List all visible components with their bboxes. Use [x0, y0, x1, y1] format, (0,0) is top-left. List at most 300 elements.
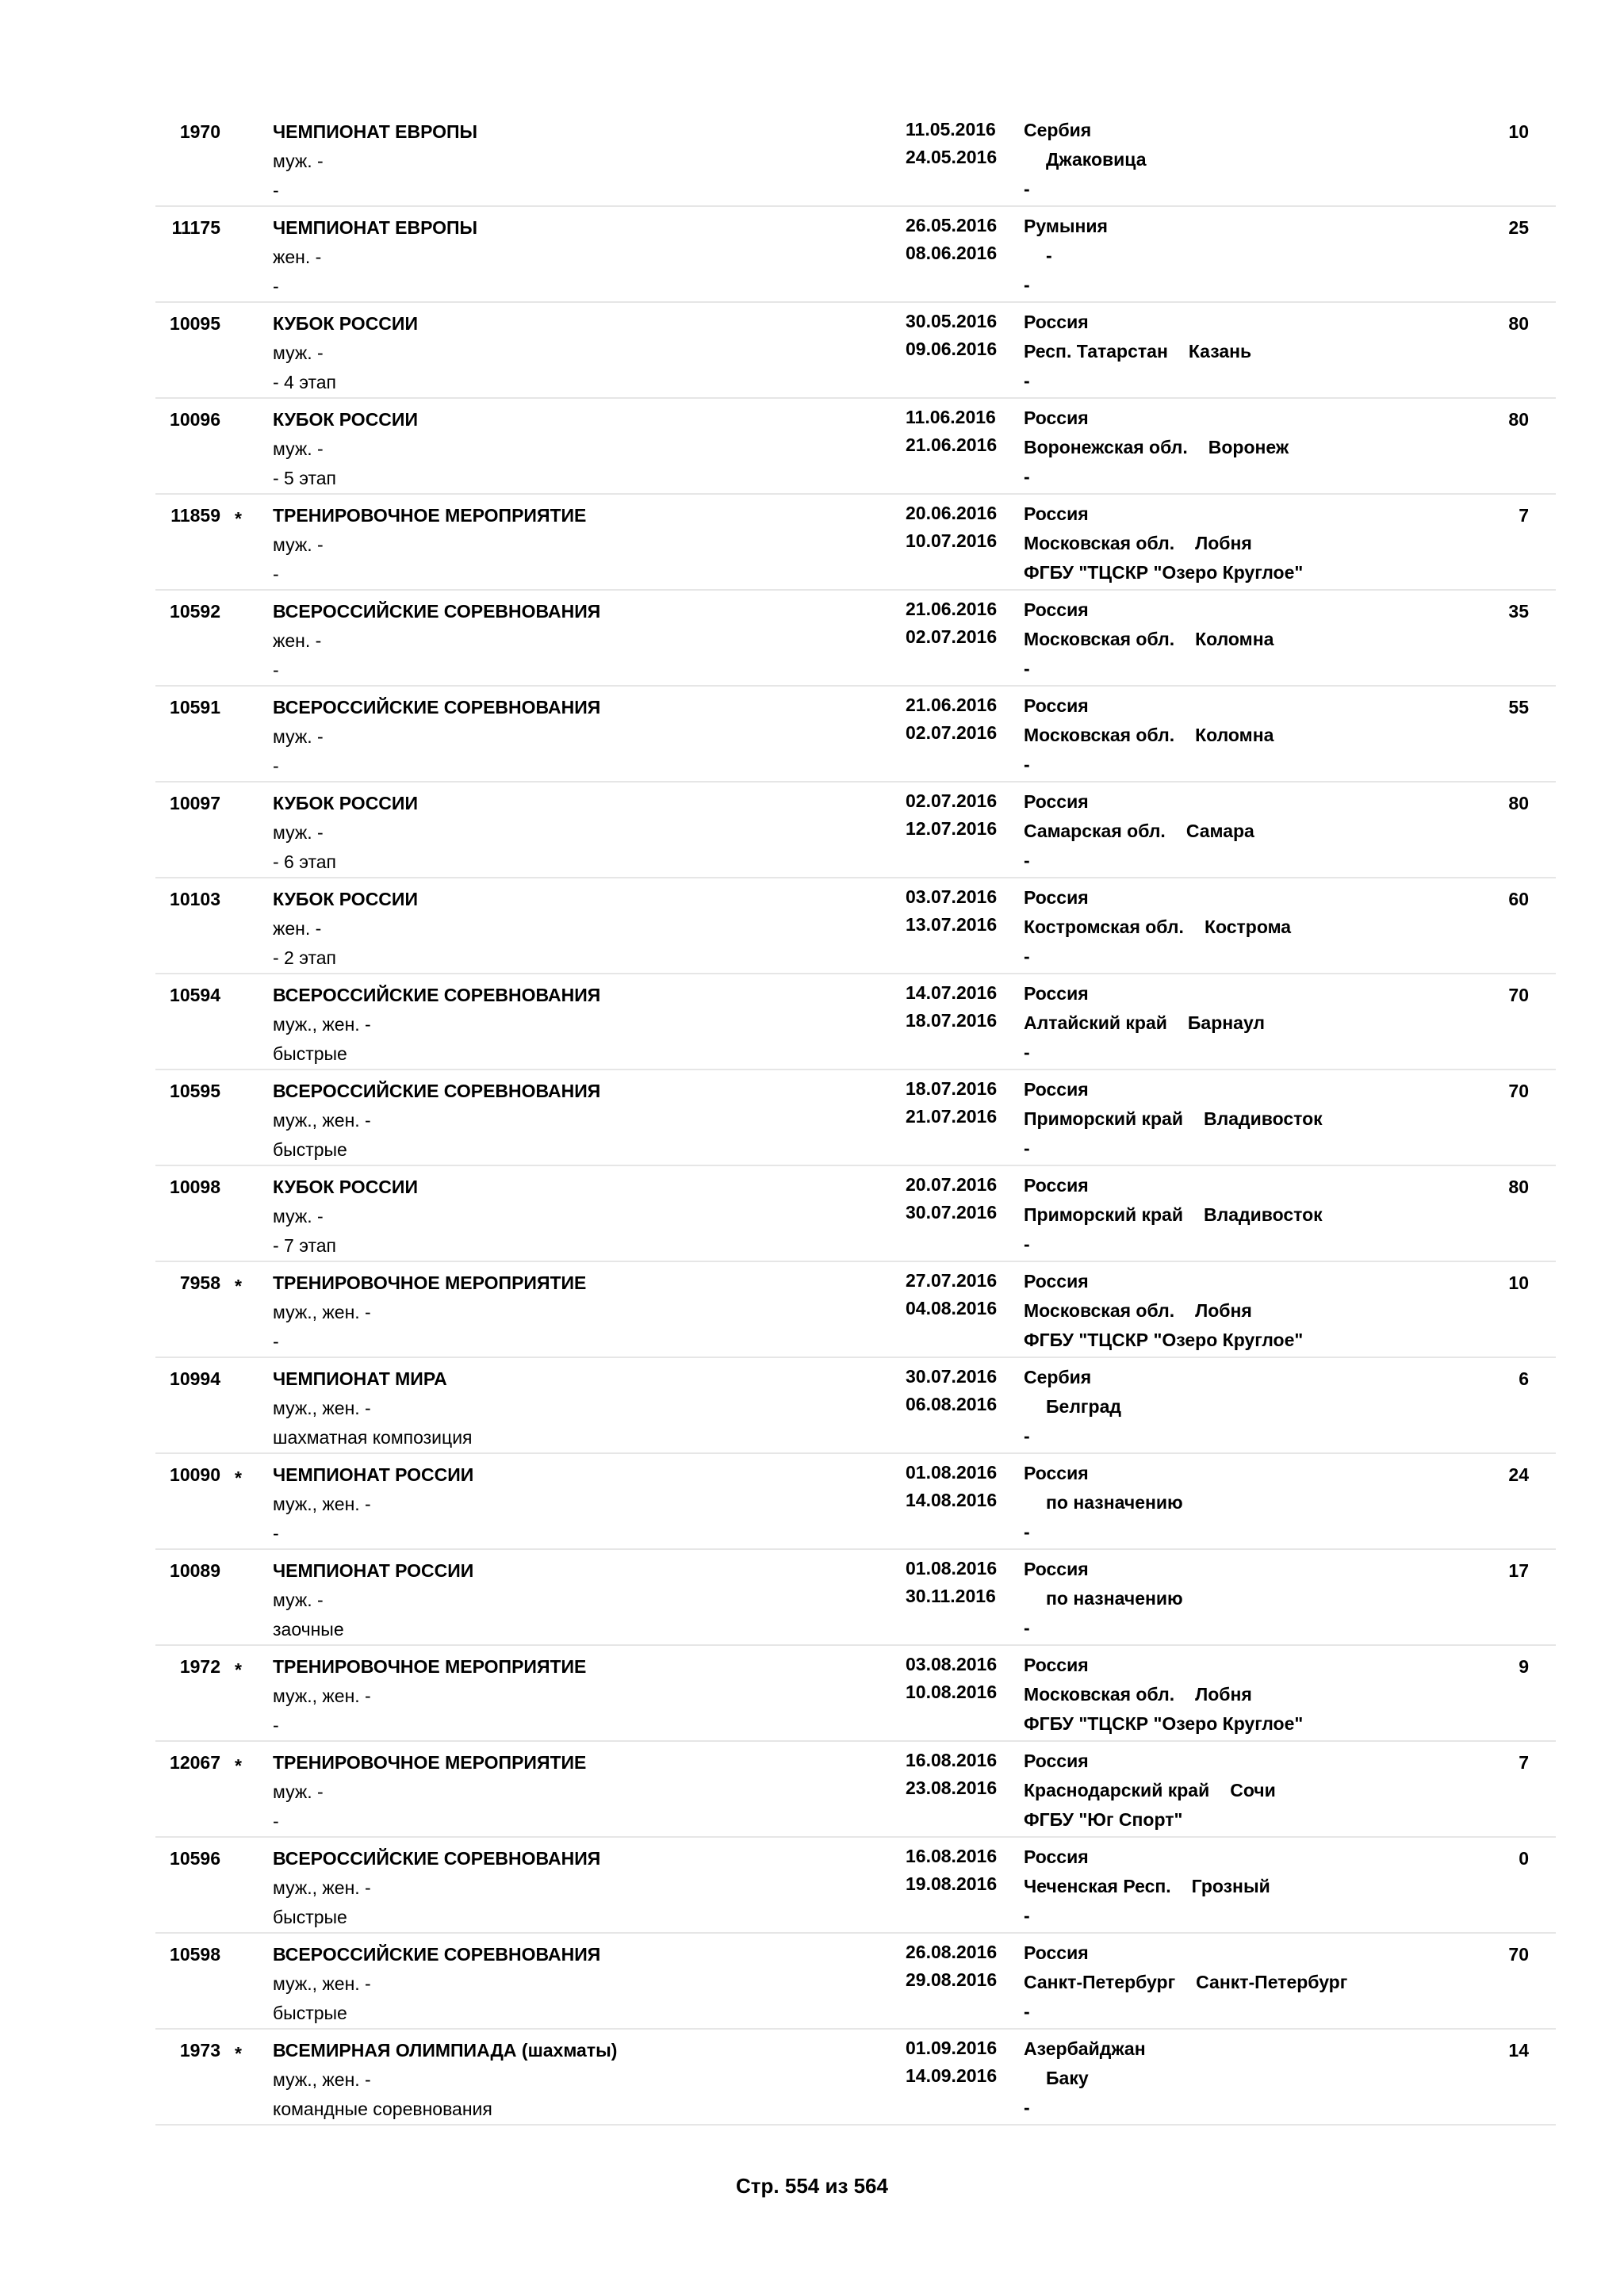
table-row	[155, 783, 1556, 878]
event-region: Чеченская Респ.	[1024, 1876, 1171, 1896]
event-region: Алтайский край	[1024, 1012, 1167, 1033]
event-place	[1024, 979, 1265, 1067]
event-location	[1024, 1488, 1183, 1517]
event-gender: жен. -	[273, 247, 322, 267]
event-info	[273, 1844, 600, 1932]
event-mark: *	[235, 1755, 242, 1776]
event-date-end: 14.09.2016	[906, 2065, 998, 2086]
event-participants: 70	[1508, 1944, 1529, 1965]
event-participants: 80	[1508, 409, 1529, 430]
event-country: Россия	[1024, 1079, 1089, 1100]
event-date-end: 18.07.2016	[906, 1010, 998, 1031]
event-gender: муж. -	[273, 342, 324, 363]
event-id: 7958	[179, 1272, 220, 1293]
event-participants: 80	[1508, 1177, 1529, 1197]
table-row	[155, 207, 1556, 303]
event-info	[273, 789, 418, 877]
event-info	[273, 2036, 617, 2124]
event-info	[273, 693, 600, 781]
event-city: Белград	[1046, 1396, 1121, 1417]
event-dates	[906, 116, 997, 171]
table-row	[155, 1454, 1556, 1550]
event-note: шахматная композиция	[273, 1427, 473, 1448]
event-id: 10596	[170, 1848, 220, 1869]
event-dates	[906, 1171, 997, 1226]
event-title: КУБОК РОССИИ	[273, 409, 418, 430]
table-row	[155, 1646, 1556, 1742]
event-gender: муж. -	[273, 1206, 324, 1226]
event-date-end: 06.08.2016	[906, 1394, 998, 1414]
event-date-end: 23.08.2016	[906, 1777, 998, 1798]
event-location	[1024, 2064, 1146, 2093]
event-venue: -	[1024, 2001, 1030, 2022]
event-region: Московская обл.	[1024, 533, 1175, 553]
event-dates	[906, 212, 997, 267]
event-note: -	[273, 564, 279, 584]
event-dates	[906, 595, 997, 651]
event-info	[273, 405, 418, 493]
event-id: 10089	[170, 1560, 220, 1581]
event-date-end: 12.07.2016	[906, 818, 998, 839]
event-note: - 5 этап	[273, 468, 336, 488]
event-dates	[906, 979, 997, 1035]
event-title: КУБОК РОССИИ	[273, 793, 418, 813]
event-dates	[906, 1363, 997, 1418]
event-venue: -	[1024, 2097, 1030, 2118]
event-info	[273, 501, 586, 589]
event-participants: 35	[1508, 601, 1529, 622]
event-note: -	[273, 660, 279, 680]
event-id: 10096	[170, 409, 220, 430]
event-participants: 6	[1519, 1368, 1529, 1389]
event-id: 10095	[170, 313, 220, 334]
event-city: Джаковица	[1046, 149, 1147, 170]
event-info	[273, 117, 477, 205]
event-mark: *	[235, 1276, 242, 1296]
event-dates	[906, 1747, 997, 1802]
event-id: 10994	[170, 1368, 220, 1389]
event-place	[1024, 1267, 1303, 1355]
event-date-end: 19.08.2016	[906, 1873, 998, 1894]
event-city: по назначению	[1046, 1492, 1183, 1513]
event-id: 10595	[170, 1081, 220, 1101]
event-note: -	[273, 1811, 279, 1831]
event-venue: -	[1024, 1617, 1030, 1638]
table-row	[155, 1742, 1556, 1838]
event-note: -	[273, 1331, 279, 1352]
event-location	[1024, 721, 1274, 750]
event-country: Сербия	[1024, 120, 1092, 140]
event-country: Россия	[1024, 599, 1089, 620]
event-info	[273, 1940, 600, 2028]
event-region: Московская обл.	[1024, 629, 1175, 649]
event-venue: ФГБУ "ТЦСКР "Озеро Круглое"	[1024, 1713, 1304, 1734]
event-participants: 70	[1508, 985, 1529, 1005]
event-id: 10592	[170, 601, 220, 622]
event-location	[1024, 625, 1274, 654]
event-mark: *	[235, 1659, 242, 1680]
event-note: - 2 этап	[273, 947, 336, 968]
event-place	[1024, 1843, 1270, 1931]
event-date-end: 30.11.2016	[906, 1586, 996, 1606]
event-city: Казань	[1188, 341, 1252, 362]
event-dates	[906, 404, 997, 459]
event-region: Московская обл.	[1024, 725, 1175, 745]
event-id: 10598	[170, 1944, 220, 1965]
event-date-start: 26.08.2016	[906, 1942, 998, 1962]
event-title: КУБОК РОССИИ	[273, 889, 418, 909]
event-participants: 10	[1508, 121, 1529, 142]
event-participants: 55	[1508, 697, 1529, 718]
event-city: Санкт-Петербург	[1196, 1972, 1348, 1992]
event-date-start: 01.08.2016	[906, 1558, 998, 1578]
event-country: Россия	[1024, 312, 1089, 332]
event-country: Россия	[1024, 1463, 1089, 1483]
event-gender: муж., жен. -	[273, 1014, 371, 1035]
event-location	[1024, 1872, 1270, 1901]
event-id: 10097	[170, 793, 220, 813]
event-place	[1024, 116, 1147, 204]
event-note: быстрые	[273, 1043, 347, 1064]
event-participants: 0	[1519, 1848, 1529, 1869]
event-participants: 17	[1508, 1560, 1529, 1581]
event-date-start: 20.06.2016	[906, 503, 998, 523]
event-date-end: 21.07.2016	[906, 1106, 998, 1127]
event-location	[1024, 1104, 1323, 1134]
event-dates	[906, 1843, 997, 1898]
event-title: ЧЕМПИОНАТ РОССИИ	[273, 1464, 474, 1485]
event-info	[273, 1269, 586, 1357]
event-city: Сочи	[1230, 1780, 1276, 1800]
event-city: Воронеж	[1208, 437, 1289, 457]
event-info	[273, 213, 477, 301]
event-note: -	[273, 1715, 279, 1735]
table-row	[155, 111, 1556, 207]
event-note: - 6 этап	[273, 851, 336, 872]
event-country: Россия	[1024, 1846, 1089, 1867]
event-region: Самарская обл.	[1024, 821, 1166, 841]
event-date-end: 29.08.2016	[906, 1969, 998, 1990]
event-note: быстрые	[273, 1907, 347, 1927]
table-row	[155, 2030, 1556, 2126]
event-info	[273, 1077, 600, 1165]
event-note: -	[273, 180, 279, 201]
event-gender: муж. -	[273, 822, 324, 843]
event-title: ЧЕМПИОНАТ ЕВРОПЫ	[273, 121, 478, 142]
event-title: ТРЕНИРОВОЧНОЕ МЕРОПРИЯТИЕ	[273, 1272, 587, 1293]
event-location	[1024, 433, 1289, 462]
event-place	[1024, 787, 1254, 875]
event-date-start: 02.07.2016	[906, 790, 998, 811]
event-region: Краснодарский край	[1024, 1780, 1210, 1800]
event-venue: -	[1024, 1521, 1030, 1542]
event-gender: жен. -	[273, 918, 322, 939]
events-table	[155, 111, 1556, 2126]
event-id: 10090	[170, 1464, 220, 1485]
event-city: Самара	[1185, 821, 1254, 841]
event-dates	[906, 1938, 997, 1994]
event-date-start: 30.05.2016	[906, 311, 998, 331]
event-region: Респ. Татарстан	[1024, 341, 1168, 362]
event-city: Лобня	[1195, 1300, 1252, 1321]
event-participants: 14	[1508, 2040, 1529, 2061]
event-date-start: 01.09.2016	[906, 2038, 998, 2058]
table-row	[155, 1934, 1556, 2030]
event-venue: -	[1024, 1234, 1030, 1254]
event-info	[273, 1556, 473, 1644]
event-dates	[906, 1267, 997, 1322]
event-gender: муж. -	[273, 438, 324, 459]
event-date-start: 03.08.2016	[906, 1654, 998, 1674]
event-venue: -	[1024, 1042, 1030, 1062]
event-id: 1970	[179, 121, 220, 142]
event-gender: муж. -	[273, 726, 324, 747]
event-gender: жен. -	[273, 630, 322, 651]
event-venue: -	[1024, 178, 1030, 199]
table-row	[155, 1838, 1556, 1934]
table-row	[155, 687, 1556, 783]
event-note: заочные	[273, 1619, 344, 1640]
event-id: 10594	[170, 985, 220, 1005]
event-place	[1024, 883, 1291, 971]
event-gender: муж., жен. -	[273, 1877, 371, 1898]
event-city: Коломна	[1195, 629, 1274, 649]
event-date-end: 10.07.2016	[906, 530, 998, 551]
event-city: Лобня	[1195, 533, 1252, 553]
event-id: 11175	[171, 217, 220, 238]
event-venue: -	[1024, 754, 1030, 775]
event-place	[1024, 1171, 1323, 1259]
event-place	[1024, 1555, 1183, 1643]
event-city: Баку	[1046, 2068, 1089, 2088]
event-place	[1024, 595, 1274, 683]
event-title: ВСЕРОССИЙСКИЕ СОРЕВНОВАНИЯ	[273, 601, 601, 622]
event-dates	[906, 883, 997, 939]
event-place	[1024, 212, 1108, 300]
event-city: Владивосток	[1204, 1108, 1323, 1129]
event-place	[1024, 1651, 1303, 1739]
event-place	[1024, 308, 1251, 396]
event-participants: 25	[1508, 217, 1529, 238]
event-location	[1024, 1584, 1183, 1613]
event-gender: муж., жен. -	[273, 1302, 371, 1322]
event-city: -	[1046, 245, 1052, 266]
event-date-start: 11.05.2016	[906, 119, 996, 140]
event-region: Приморский край	[1024, 1204, 1183, 1225]
event-date-start: 11.06.2016	[906, 407, 996, 427]
event-note: - 7 этап	[273, 1235, 336, 1256]
event-info	[273, 1173, 418, 1261]
event-location	[1024, 337, 1251, 366]
event-id: 12067	[170, 1752, 220, 1773]
event-participants: 80	[1508, 313, 1529, 334]
event-country: Россия	[1024, 1559, 1089, 1579]
event-note: быстрые	[273, 1139, 347, 1160]
event-region: Воронежская обл.	[1024, 437, 1188, 457]
event-country: Азербайджан	[1024, 2038, 1146, 2059]
event-id: 11859	[170, 505, 220, 526]
event-date-end: 08.06.2016	[906, 243, 998, 263]
event-participants: 60	[1508, 889, 1529, 909]
event-dates	[906, 1459, 997, 1514]
event-title: ТРЕНИРОВОЧНОЕ МЕРОПРИЯТИЕ	[273, 505, 587, 526]
event-venue: -	[1024, 370, 1030, 391]
event-date-end: 13.07.2016	[906, 914, 998, 935]
event-date-start: 30.07.2016	[906, 1366, 998, 1387]
event-place	[1024, 1747, 1276, 1835]
event-city: Лобня	[1195, 1684, 1252, 1705]
event-venue: -	[1024, 274, 1030, 295]
event-country: Россия	[1024, 695, 1089, 716]
event-city: Владивосток	[1204, 1204, 1323, 1225]
table-row	[155, 878, 1556, 974]
event-date-start: 18.07.2016	[906, 1078, 998, 1099]
event-place	[1024, 691, 1274, 779]
event-mark: *	[235, 1468, 242, 1488]
event-date-start: 16.08.2016	[906, 1846, 998, 1866]
event-city: Коломна	[1195, 725, 1274, 745]
event-date-end: 02.07.2016	[906, 722, 998, 743]
event-region: Санкт-Петербург	[1024, 1972, 1176, 1992]
event-gender: муж. -	[273, 151, 324, 171]
event-location	[1024, 1296, 1303, 1326]
table-row	[155, 399, 1556, 495]
event-place	[1024, 2034, 1146, 2122]
event-dates	[906, 2034, 997, 2090]
event-date-start: 26.05.2016	[906, 215, 998, 235]
event-venue: -	[1024, 1905, 1030, 1926]
event-venue: ФГБУ "ТЦСКР "Озеро Круглое"	[1024, 562, 1304, 583]
event-id: 10591	[170, 697, 220, 718]
event-title: ЧЕМПИОНАТ ЕВРОПЫ	[273, 217, 478, 238]
event-location	[1024, 1200, 1323, 1230]
event-venue: -	[1024, 466, 1030, 487]
event-date-start: 21.06.2016	[906, 695, 998, 715]
event-date-start: 03.07.2016	[906, 886, 998, 907]
event-dates	[906, 1075, 997, 1131]
event-venue: -	[1024, 1425, 1030, 1446]
event-city: Барнаул	[1187, 1012, 1266, 1033]
event-date-end: 02.07.2016	[906, 626, 998, 647]
event-country: Россия	[1024, 503, 1089, 524]
event-date-end: 30.07.2016	[906, 1202, 998, 1223]
event-info	[273, 597, 600, 685]
event-country: Румыния	[1024, 216, 1108, 236]
event-dates	[906, 787, 997, 843]
event-country: Россия	[1024, 1175, 1089, 1196]
event-note: командные соревнования	[273, 2099, 492, 2119]
event-title: ВСЕРОССИЙСКИЕ СОРЕВНОВАНИЯ	[273, 697, 601, 718]
event-title: ЧЕМПИОНАТ МИРА	[273, 1368, 447, 1389]
event-dates	[906, 1651, 997, 1706]
event-participants: 80	[1508, 793, 1529, 813]
event-gender: муж., жен. -	[273, 1973, 371, 1994]
event-place	[1024, 1363, 1121, 1451]
event-location	[1024, 1008, 1265, 1038]
event-mark: *	[235, 508, 242, 529]
event-country: Россия	[1024, 1942, 1089, 1963]
event-note: - 4 этап	[273, 372, 336, 392]
event-place	[1024, 1459, 1183, 1547]
event-gender: муж. -	[273, 1781, 324, 1802]
event-region: Московская обл.	[1024, 1684, 1175, 1705]
event-title: ВСЕРОССИЙСКИЕ СОРЕВНОВАНИЯ	[273, 1081, 601, 1101]
event-country: Россия	[1024, 983, 1089, 1004]
event-date-start: 27.07.2016	[906, 1270, 998, 1291]
event-date-end: 10.08.2016	[906, 1682, 998, 1702]
table-row	[155, 1070, 1556, 1166]
event-title: ЧЕМПИОНАТ РОССИИ	[273, 1560, 474, 1581]
event-place	[1024, 499, 1303, 587]
event-id: 1972	[179, 1656, 220, 1677]
event-mark: *	[235, 2043, 242, 2064]
event-info	[273, 1652, 586, 1740]
event-info	[273, 1364, 473, 1452]
event-participants: 7	[1519, 505, 1529, 526]
event-country: Россия	[1024, 887, 1089, 908]
event-location	[1024, 241, 1108, 270]
table-row	[155, 1262, 1556, 1358]
event-title: КУБОК РОССИИ	[273, 313, 418, 334]
event-title: ТРЕНИРОВОЧНОЕ МЕРОПРИЯТИЕ	[273, 1656, 587, 1677]
event-gender: муж., жен. -	[273, 1494, 371, 1514]
event-country: Россия	[1024, 1271, 1089, 1292]
event-participants: 24	[1508, 1464, 1529, 1485]
event-date-start: 01.08.2016	[906, 1462, 998, 1483]
event-venue: -	[1024, 1138, 1030, 1158]
page-number: Стр. 554 из 564	[736, 2174, 888, 2198]
event-participants: 7	[1519, 1752, 1529, 1773]
event-note: -	[273, 756, 279, 776]
event-info	[273, 309, 418, 397]
table-row	[155, 1550, 1556, 1646]
event-gender: муж., жен. -	[273, 1686, 371, 1706]
event-title: ВСЕМИРНАЯ ОЛИМПИАДА (шахматы)	[273, 2040, 618, 2061]
event-note: -	[273, 276, 279, 297]
event-title: ВСЕРОССИЙСКИЕ СОРЕВНОВАНИЯ	[273, 1944, 601, 1965]
table-row	[155, 1358, 1556, 1454]
event-city: Грозный	[1191, 1876, 1270, 1896]
event-date-start: 16.08.2016	[906, 1750, 998, 1770]
event-place	[1024, 404, 1289, 492]
event-dates	[906, 691, 997, 747]
event-gender: муж., жен. -	[273, 1398, 371, 1418]
event-location	[1024, 1968, 1347, 1997]
event-note: быстрые	[273, 2003, 347, 2023]
event-gender: муж., жен. -	[273, 1110, 371, 1131]
table-row	[155, 974, 1556, 1070]
event-gender: муж., жен. -	[273, 2069, 371, 2090]
event-date-start: 21.06.2016	[906, 599, 998, 619]
event-dates	[906, 308, 997, 363]
event-venue: -	[1024, 946, 1030, 966]
event-city: по назначению	[1046, 1588, 1183, 1609]
event-country: Россия	[1024, 408, 1089, 428]
event-region: Костромская обл.	[1024, 916, 1184, 937]
event-location	[1024, 1776, 1276, 1805]
event-id: 1973	[179, 2040, 220, 2061]
event-venue: ФГБУ "Юг Спорт"	[1024, 1809, 1183, 1830]
event-location	[1024, 913, 1291, 942]
event-date-start: 20.07.2016	[906, 1174, 998, 1195]
event-region: Московская обл.	[1024, 1300, 1175, 1321]
event-country: Россия	[1024, 1655, 1089, 1675]
event-gender: муж. -	[273, 1590, 324, 1610]
event-country: Россия	[1024, 791, 1089, 812]
event-info	[273, 1460, 473, 1548]
event-venue: -	[1024, 850, 1030, 871]
event-info	[273, 1748, 586, 1836]
